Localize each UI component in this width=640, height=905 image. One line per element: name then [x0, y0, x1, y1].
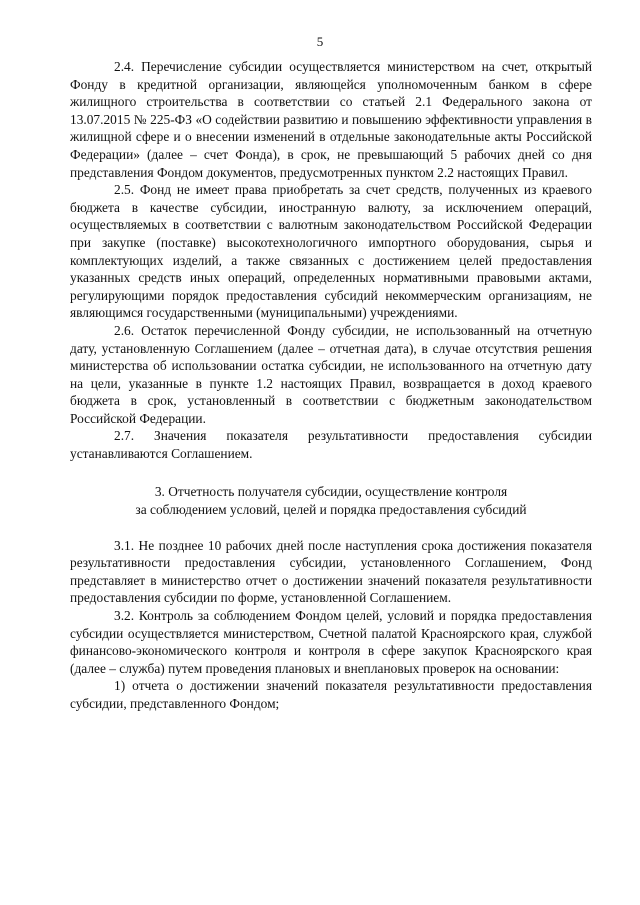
page-number: 5	[316, 34, 324, 49]
paragraph-2-7: 2.7. Значения показателя результативности предоставления субсидии устанавливаются Соглашением.	[70, 428, 592, 462]
paragraph-2-4: 2.4. Перечисление субсидии осуществляется министерством на счет, открытый Фонду в кредитной организации, являющейся уполномоченным банком в сфере жилищного строительства в соответствии со статьей 2.1 Федерального закона от 13.07.2015 № 225-ФЗ «О содействии развитию и повышению эффективности управления в жилищной сфере и о внесении изменений в отдельные законодательные акты Российской Федерации» (далее – счет Фонда), в срок, не превышающий 5 рабочих дней со дня представления Фондом документов, предусмотренных пунктом 2.2 настоящих Правил.	[70, 59, 592, 180]
section-3-heading	[70, 483, 592, 519]
paragraph-2-6: 2.6. Остаток перечисленной Фонду субсидии, не использованный на отчетную дату, установленную Соглашением (далее – отчетная дата), в случае отсутствия решения министерства об использовании остатка субсидии, не использованного на отчетную дату на цели, указанные в пункте 1.2 настоящих Правил, возвращается в доход краевого бюджета в срок, установленный в соответствии с бюджетным законодательством Российской Федерации.	[70, 322, 592, 426]
document-body	[70, 58, 592, 713]
section-heading-line-2: за соблюдением условий, целей и порядка предоставления субсидий	[135, 501, 527, 517]
list-item-1: 1) отчета о достижении значений показателя результативности предоставления субсидии, представленного Фондом;	[70, 678, 592, 711]
paragraph-3-1: 3.1. Не позднее 10 рабочих дней после наступления срока достижения показателя результативности предоставления субсидии, установленного Соглашением, Фонд представляет в министерство отчет о достижении значений показателя результативности предоставления субсидии по форме, установленной Соглашением.	[70, 537, 592, 606]
paragraph-3-2: 3.2. Контроль за соблюдением Фондом целей, условий и порядка предоставления субсидии осуществляется министерством, Счетной палатой Красноярского края, службой финансово-экономического контроля и контроля в сфере закупок Красноярского края (далее – служба) путем проведения плановых и внеплановых проверок на основании:	[70, 608, 592, 676]
paragraph-2-5: 2.5. Фонд не имеет права приобретать за счет средств, полученных из краевого бюджета в качестве субсидии, иностранную валюту, за исключением операций, осуществляемых в соответствии с валютным законодательством Российской Федерации при закупке (поставке) высокотехнологичного импортного оборудования, сырья и комплектующих изделий, а также связанных с достижением целей предоставления указанных средств иных операций, определенных нормативными правовыми актами, регулирующими порядок предоставления субсидий некоммерческим организациям, не являющимся государственными (муниципальными) учреждениями.	[70, 182, 592, 321]
section-heading-line-1: 3. Отчетность получателя субсидии, осуществление контроля	[154, 483, 508, 499]
